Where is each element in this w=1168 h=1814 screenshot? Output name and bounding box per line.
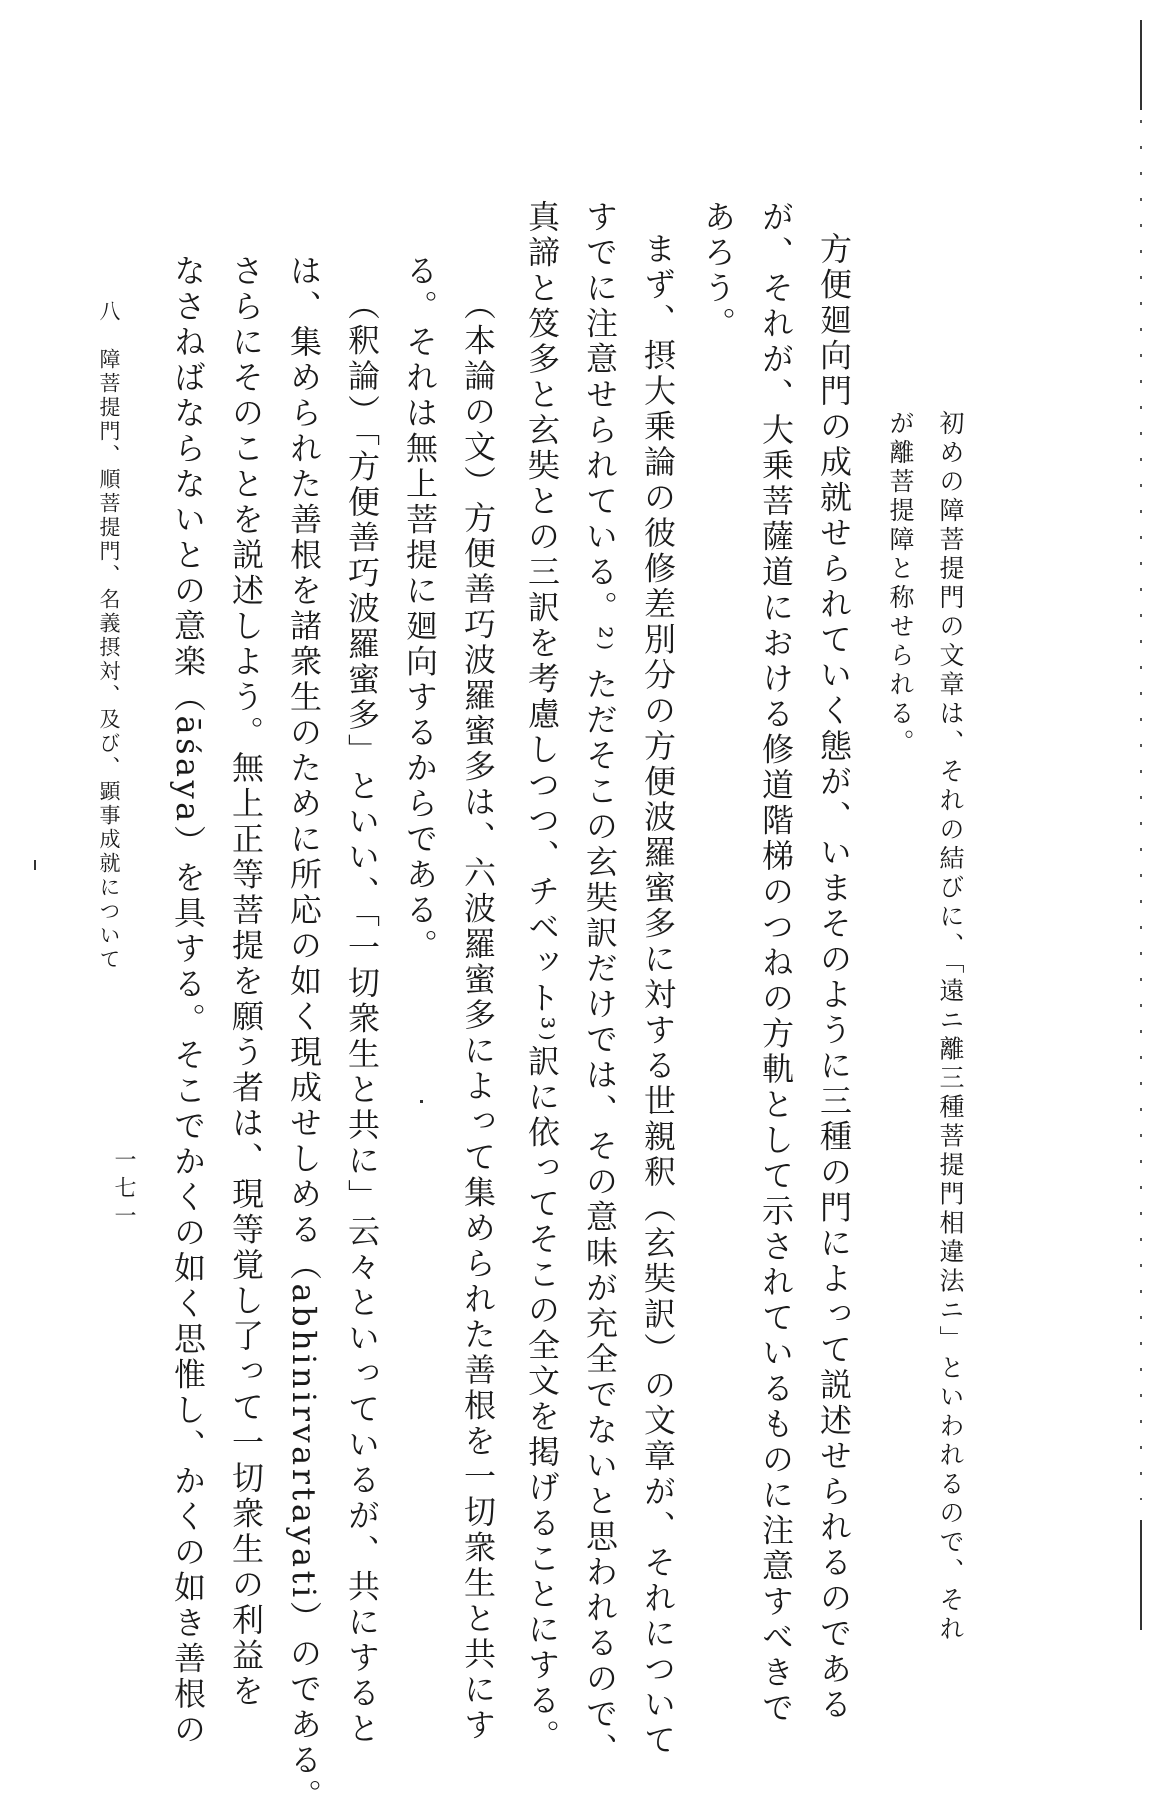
text-column: （本論の文）方便善巧波羅蜜多は、六波羅蜜多によって集められた善根を一切衆生と共にす — [459, 288, 497, 1744]
page-edge-line — [1140, 20, 1142, 110]
text-column: 方便廻向門の成就せられていく態が、いまそのように三種の門によって説述せられるのである — [815, 232, 853, 1723]
text-column: 真諦と笈多と玄奘との三訳を考慮しつつ、チベット³⁾訳に依ってそこの全文を掲げることにする。 — [523, 200, 561, 1755]
text-column: が離菩提障と称せられる。 — [886, 410, 915, 758]
text-column: あろう。 — [699, 200, 737, 342]
text-column: まず、摂大乗論の彼修差別分の方便波羅蜜多に対する世親釈（玄奘訳）の文章が、それについて — [639, 232, 677, 1759]
page-edge-dots — [1140, 120, 1142, 1500]
text-column: が、それが、大乗菩薩道における修道階梯のつねの方軌として示されているものに注意すべきで — [757, 200, 795, 1727]
stray-mark — [420, 1100, 423, 1103]
text-column: すでに注意せられている。²⁾ ただそこの玄奘訳だけでは、その意味が充全でないと思われるので、 — [581, 200, 619, 1768]
text-column: （釈論）「方便善巧波羅蜜多」といい、「一切衆生と共に」云々といっているが、共にすると — [343, 288, 381, 1747]
text-column: は、集められた善根を諸衆生のために所応の如く現成せしめる（abhinirvartayati）のである。 — [285, 254, 323, 1814]
text-column: なさねばならないとの意楽（āśaya）を具する。そこでかくの如く思惟し、かくの如き善根の — [169, 254, 207, 1748]
text-column: 初めの障菩提門の文章は、それの結びに、「遠ニ離三種菩提門相違法ニ」といわれるので、それ — [936, 410, 965, 1645]
page-number: 一七一 — [111, 1148, 136, 1232]
text-column: さらにそのことを説述しよう。無上正等菩提を願う者は、現等覚し了って一切衆生の利益を — [227, 254, 265, 1710]
page-edge-line — [1140, 1520, 1142, 1630]
text-column: る。それは無上菩提に廻向するからである。 — [401, 254, 439, 964]
running-head: 八 障菩提門、順菩提門、名義摂対、及び、顕事成就について — [97, 300, 121, 972]
stray-mark — [34, 860, 36, 870]
